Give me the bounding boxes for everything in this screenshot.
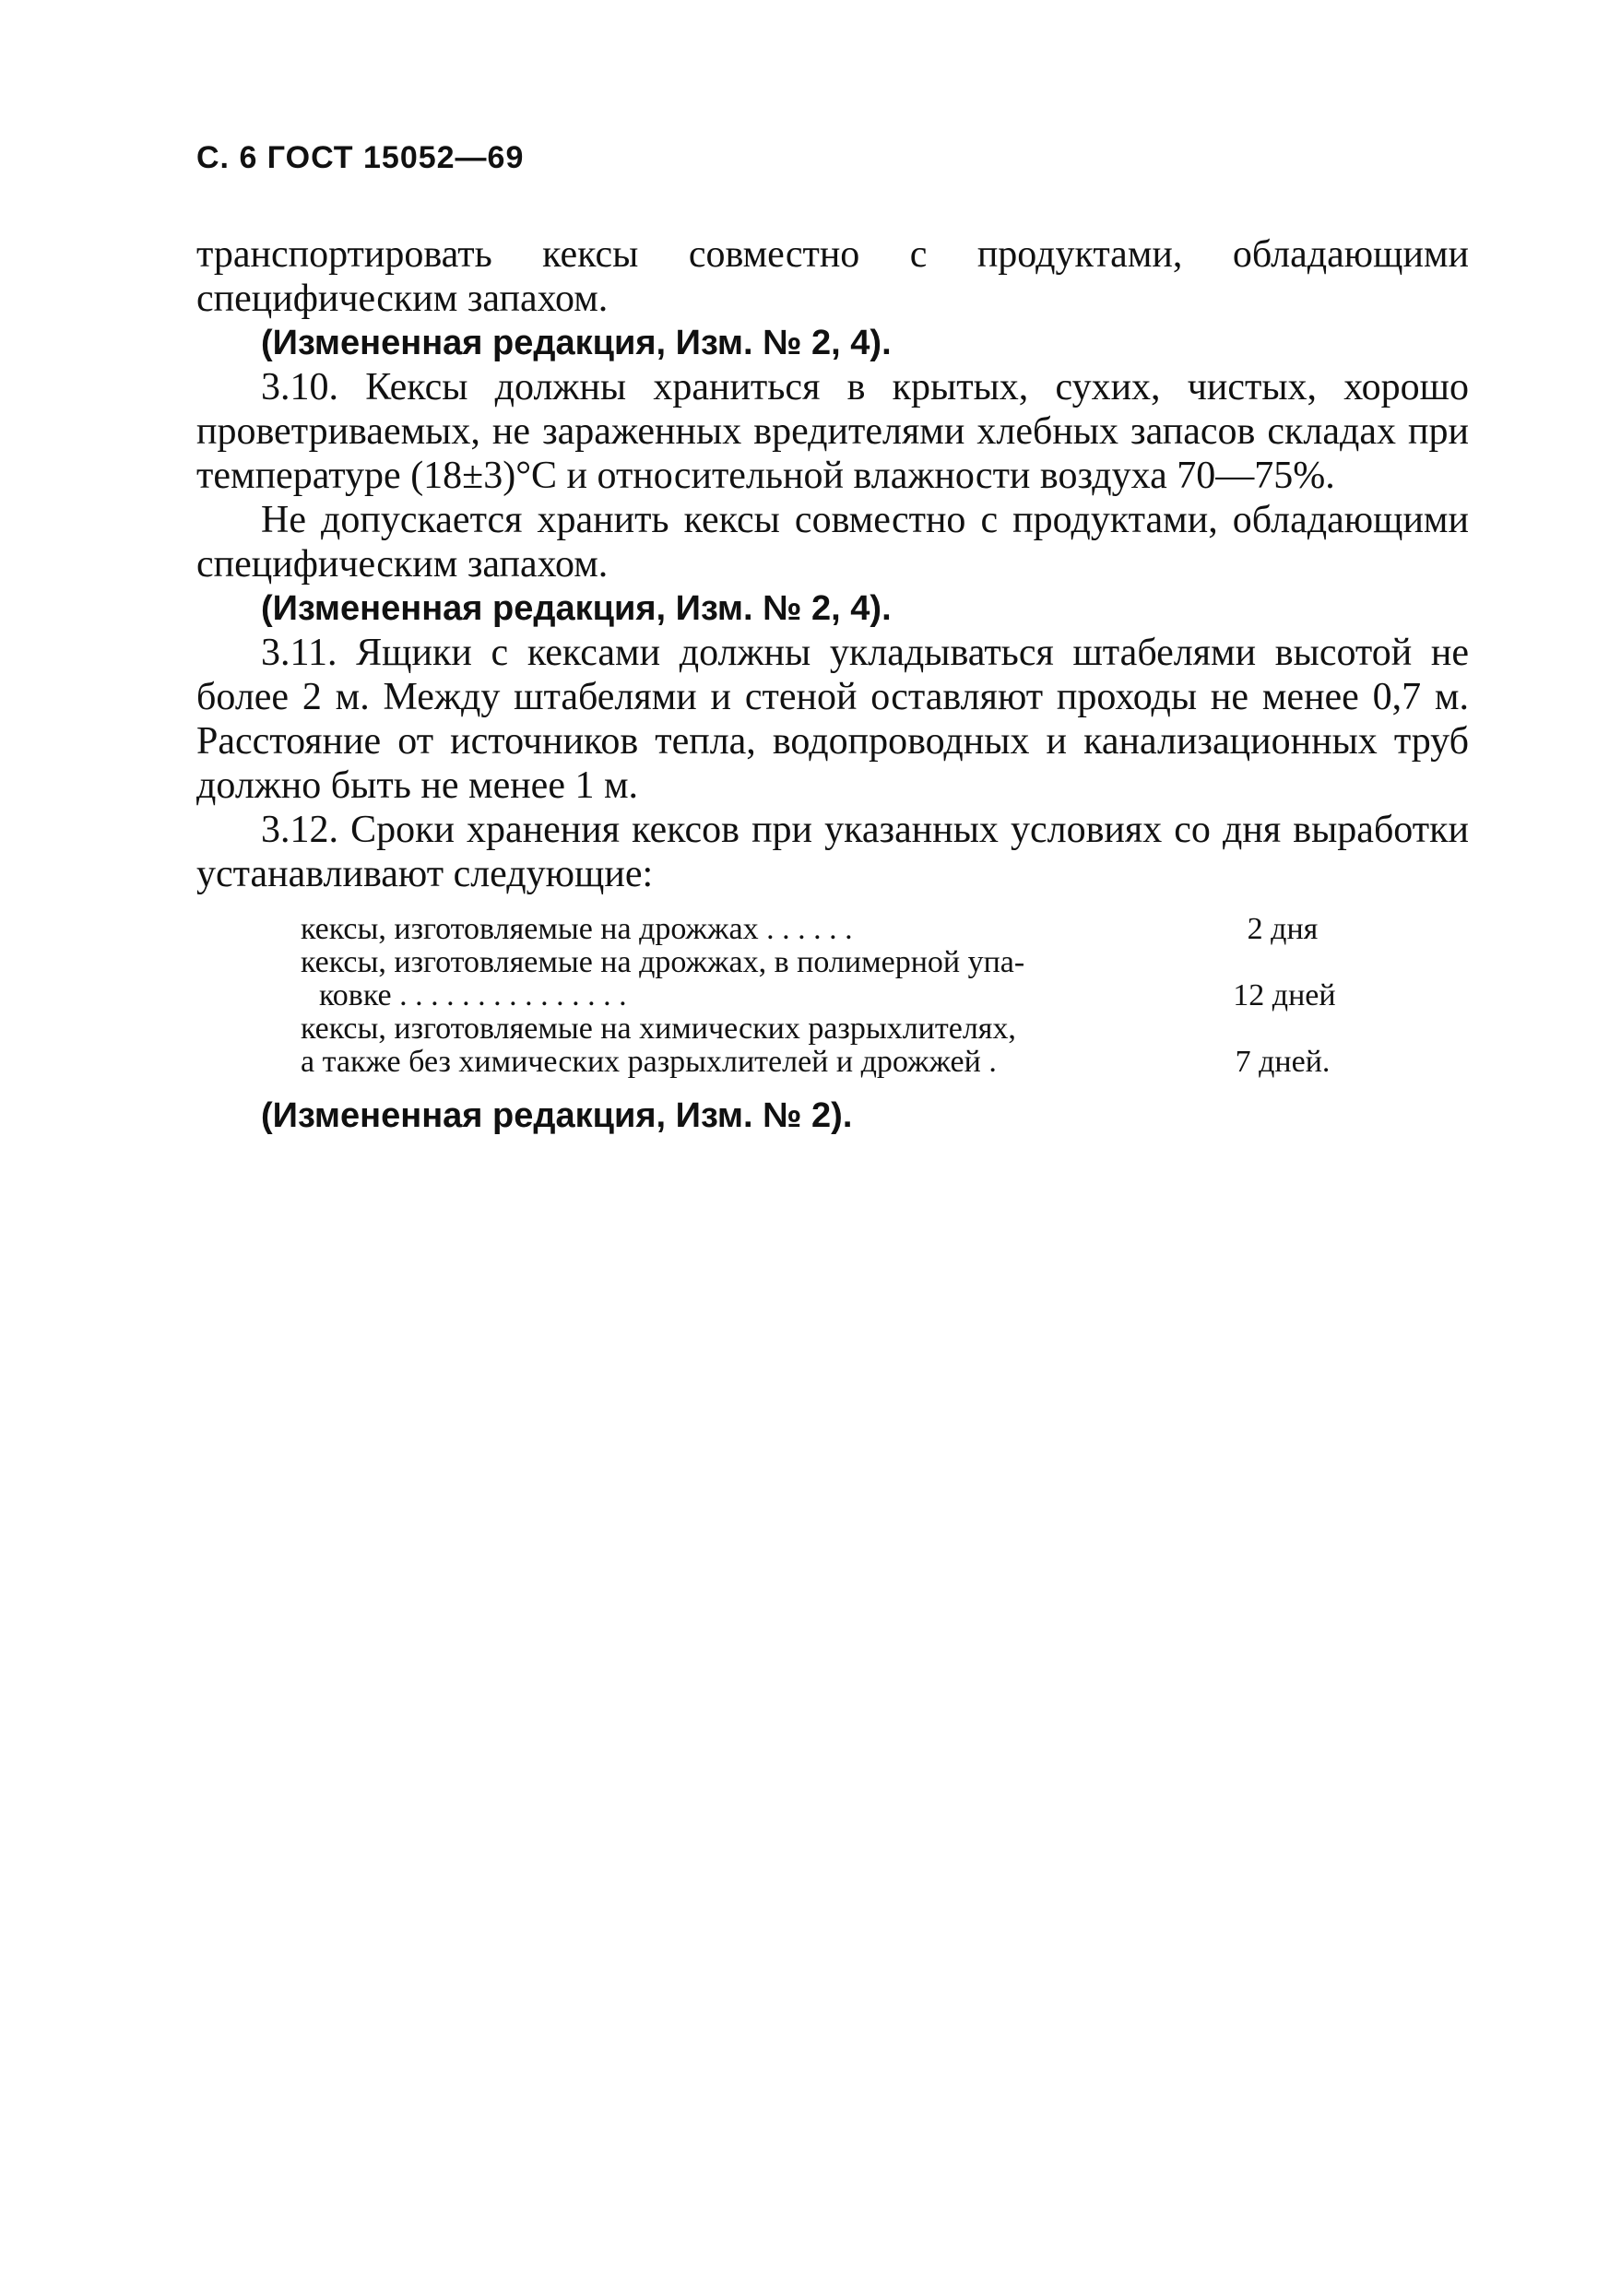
row-description-continued: ковке . . . . . . . . . . . . . . . xyxy=(319,978,627,1012)
document-body xyxy=(196,232,1469,1138)
table-row xyxy=(301,979,1389,1012)
row-description: кексы, изготовляемые на дрожжах . . . . . . xyxy=(301,912,853,946)
paragraph-3-11: 3.11. Ящики с кексами должны укладываться штабелями высотой не более 2 м. Между штабелями и стеной оставляют проходы не менее 0,7 м. Расстояние от источников тепла, водопроводных и канализационных труб должно быть не менее 1 м. xyxy=(196,632,1469,807)
row-value: 12 дней xyxy=(1233,978,1336,1012)
paragraph-transport: транспортировать кексы совместно с продуктами, обладающими специфическим запахом. xyxy=(196,233,1469,320)
edit-note-final: (Измененная редакция, Изм. № 2). xyxy=(261,1096,853,1135)
row-value: 2 дня xyxy=(1247,912,1319,946)
row-description-continued: а также без химических разрыхлителей и дрожжей . xyxy=(301,1045,997,1079)
edit-note-2: (Измененная редакция, Изм. № 2, 4). xyxy=(261,589,892,628)
storage-terms-table xyxy=(301,913,1389,1079)
row-description: кексы, изготовляемые на дрожжах, в полимерной упа- xyxy=(301,945,1025,979)
row-description: кексы, изготовляемые на химических разрыхлителях, xyxy=(301,1012,1016,1046)
table-row xyxy=(301,1046,1389,1079)
table-row xyxy=(301,946,1389,979)
page-header: С. 6 ГОСТ 15052—69 xyxy=(196,140,525,175)
paragraph-3-12: 3.12. Сроки хранения кексов при указанных условиях со дня выработки устанавливают следующие: xyxy=(196,809,1469,895)
table-row xyxy=(301,913,1389,946)
table-row xyxy=(301,1012,1389,1046)
edit-note-1: (Измененная редакция, Изм. № 2, 4). xyxy=(261,324,892,362)
paragraph-storage-restriction: Не допускается хранить кексы совместно с продуктами, обладающими специфическим запахом. xyxy=(196,499,1469,586)
paragraph-3-10: 3.10. Кексы должны храниться в крытых, сухих, чистых, хорошо проветриваемых, не зараженных вредителями хлебных запасов складах при температуре (18±3)°С и относительной влажности воздуха 70—75%. xyxy=(196,366,1469,497)
row-value: 7 дней. xyxy=(1235,1045,1331,1079)
